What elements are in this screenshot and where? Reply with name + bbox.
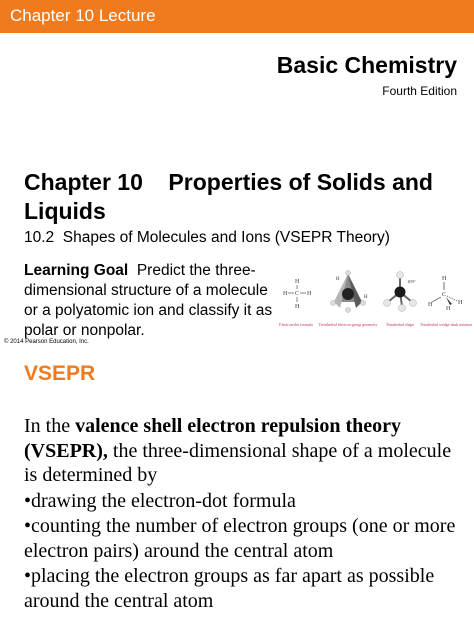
edition: Fourth Edition [382, 84, 457, 98]
bullet-item: •counting the number of electron groups (one or more electron pairs) around the central atom [24, 515, 456, 562]
vsepr-intro [24, 414, 464, 488]
bullet-item: •drawing the electron-dot formula [24, 489, 296, 512]
tetrahedral-shape-model [384, 272, 417, 312]
dot-c: C [295, 291, 300, 297]
electron-group-geometry-model [331, 271, 369, 313]
caption-electron-dot: Electron-dot formula [279, 322, 313, 327]
learning-goal-label: Learning Goal [24, 262, 129, 279]
wd-c: C [442, 292, 447, 298]
book-title: Basic Chemistry [276, 52, 457, 78]
vsepr-body [24, 414, 464, 614]
intro-suffix: the three-dimensional shape of a molecule is determined by [24, 439, 457, 486]
bullet-item: •placing the electron groups as far apart as possible around the central atom [24, 565, 435, 612]
dot-h-right: H [307, 291, 312, 297]
dot-h-top: H [295, 279, 300, 285]
lecture-title: Chapter 10 Lecture [10, 6, 156, 25]
electron-dot-formula [283, 279, 312, 310]
dot-h-left: H [283, 291, 288, 297]
learning-goal [24, 261, 276, 341]
model-captions [279, 322, 472, 327]
wd-h-left: H [428, 302, 433, 308]
geom-h-label: H [336, 277, 340, 282]
section-title: 10.2 Shapes of Molecules and Ions (VSEPR Theory) [24, 229, 390, 246]
bond-angle: 109° [407, 279, 416, 284]
wd-h-mid: H [446, 306, 451, 312]
learning-goal-text: Predict the three-dimensional structure of a molecule or a polyatomic ion and classify it as polar or nonpolar. [24, 262, 277, 339]
intro-term: valence shell electron repulsion theory (VSEPR), [24, 415, 401, 462]
caption-wedge-dash: Tetrahedral wedge-dash notation [419, 322, 473, 327]
caption-shape: Tetrahedral shape [385, 322, 415, 327]
vsepr-heading: VSEPR [24, 362, 96, 385]
chapter-title: Chapter 10 Properties of Solids and Liquids [24, 169, 440, 224]
wd-h-right: H [458, 300, 463, 306]
caption-electron-group: Tetrahedral electron-group geometry [318, 322, 378, 327]
copyright: © 2014 Pearson Education, Inc. [4, 339, 89, 345]
intro-prefix: In the [24, 415, 76, 437]
dot-h-bottom: H [295, 304, 300, 310]
molecule-models-figure [276, 268, 474, 352]
wedge-dash-model [428, 276, 463, 312]
geom-h-label-2: H [364, 295, 368, 300]
header-bar [0, 0, 474, 33]
wd-h-top: H [442, 276, 447, 282]
